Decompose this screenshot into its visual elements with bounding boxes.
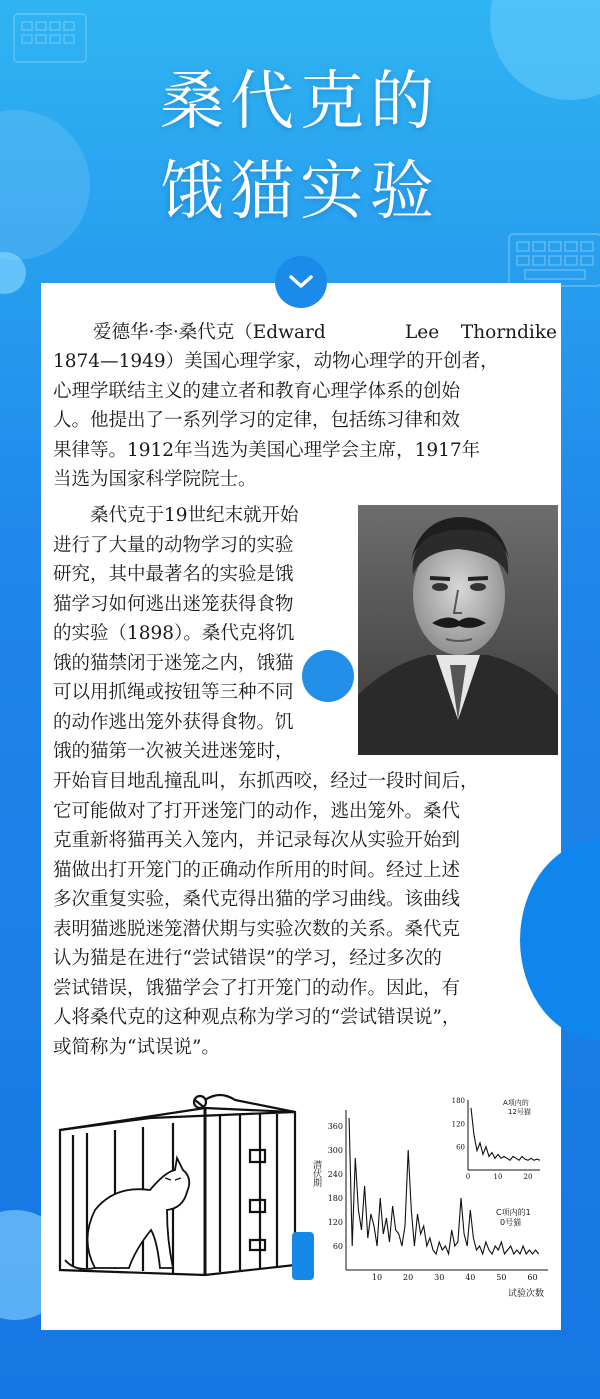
y-tick-label: 60 [456, 1143, 465, 1152]
text-line: 研究，其中最著名的实验是饿 [53, 564, 294, 585]
text-line: 进行了大量的动物学习的实验 [53, 534, 294, 556]
x-tick-label: 60 [527, 1273, 538, 1282]
text-line: 1874—1949）美国心理学家，动物心理学的开创者， [53, 351, 499, 372]
text-line: 当选为国家科学院院士。 [53, 469, 257, 490]
keyboard-decoration [505, 230, 600, 290]
y-tick-label: 120 [451, 1120, 465, 1129]
text-line: 心理学联结主义的建立者和教育心理学体系的创始 [53, 380, 461, 402]
text-line: 猫做出打开笼门的正确动作所用的时间。经过上述 [53, 859, 461, 881]
text-line: 尝试错误，饿猫学会了打开笼门的动作。因此，有 [53, 977, 461, 999]
page-title-line1: 桑代克的 [160, 65, 440, 139]
x-tick-label: 40 [465, 1273, 476, 1282]
chevron-down-icon [288, 274, 314, 290]
paragraph-experiment-wide [53, 767, 563, 1062]
main-chart-annotation: C项内的1 [496, 1208, 531, 1217]
x-tick-label: 50 [496, 1273, 507, 1282]
inset-background [466, 1096, 544, 1172]
text-line: 或简称为“试误说”。 [53, 1036, 220, 1058]
y-tick-label: 180 [327, 1194, 343, 1203]
text-line: 果律等。1912年当选为美国心理学会主席，1917年 [53, 439, 481, 461]
intro-lead: 爱德华·李·桑代克（Edward [93, 322, 326, 343]
y-tick-label: 180 [451, 1097, 465, 1105]
inset-chart-plot [452, 1096, 544, 1181]
x-tick-label: 10 [371, 1273, 383, 1282]
paragraph-intro-first-line [53, 318, 557, 348]
page-title-line2: 饿猫实验 [160, 155, 440, 229]
y-tick-label: 300 [327, 1146, 343, 1155]
text-line: 它可能做对了打开迷笼门的动作，逃出笼外。桑代 [53, 800, 461, 822]
main-chart-annotation: 0号猫 [500, 1218, 522, 1227]
y-tick-label: 360 [327, 1122, 343, 1131]
puzzle-box-illustration [55, 1090, 305, 1280]
text-line: 桑代克于19世纪末就开始 [53, 505, 299, 526]
thorndike-portrait-image [358, 505, 558, 755]
x-tick-label: 20 [403, 1273, 414, 1282]
learning-curve-chart [308, 1090, 558, 1300]
intro-word-thorndike: Thorndike [460, 322, 557, 343]
text-line: 猫学习如何逃出迷笼获得食物 [53, 593, 294, 615]
text-line: 人。他提出了一系列学习的定律，包括练习律和效 [53, 410, 461, 431]
text-line: 克重新将猫再关入笼内，并记录每次从实验开始到 [53, 830, 461, 851]
scroll-down-button[interactable] [275, 256, 327, 308]
text-line: 多次重复实验，桑代克得出猫的学习曲线。该曲线 [53, 889, 461, 910]
y-axis-label: 潜伏期 [311, 1160, 321, 1187]
paragraph-experiment-narrow [53, 501, 353, 767]
text-line: 可以用抓绳或按钮等三种不同 [53, 682, 294, 703]
text-line: 认为猫是在进行“尝试错误”的学习，经过多次的 [53, 948, 442, 969]
intro-word-lee: Lee [405, 322, 440, 343]
decorative-tab [292, 1232, 314, 1280]
y-tick-label: 60 [332, 1242, 343, 1251]
text-line: 人将桑代克的这种观点称为学习的“尝试错误说”， [53, 1007, 461, 1028]
x-tick-label: 30 [434, 1273, 445, 1282]
text-line: 表明猫逃脱迷笼潜伏期与实验次数的关系。桑代克 [53, 918, 461, 940]
text-line: 的动作逃出笼外获得食物。饥 [53, 711, 294, 733]
x-tick-label: 10 [493, 1173, 503, 1181]
paragraph-intro [53, 347, 563, 495]
decorative-circle [302, 650, 354, 702]
inset-annotation: 12号猫 [508, 1108, 531, 1116]
inset-annotation: A项内的 [503, 1099, 529, 1107]
x-tick-label: 0 [465, 1173, 471, 1181]
text-line: 开始盲目地乱撞乱叫，东抓西咬，经过一段时间后， [53, 771, 479, 792]
y-tick-label: 240 [327, 1170, 343, 1179]
text-line: 饿的猫第一次被关进迷笼时， [53, 741, 294, 762]
x-tick-label: 20 [523, 1173, 533, 1181]
x-axis-label: 试验次数 [508, 1289, 545, 1299]
text-line: 饿的猫禁闭于迷笼之内，饿猫 [53, 652, 294, 674]
y-tick-label: 120 [327, 1218, 343, 1227]
text-line: 的实验（1898）。桑代克将饥 [53, 623, 295, 644]
